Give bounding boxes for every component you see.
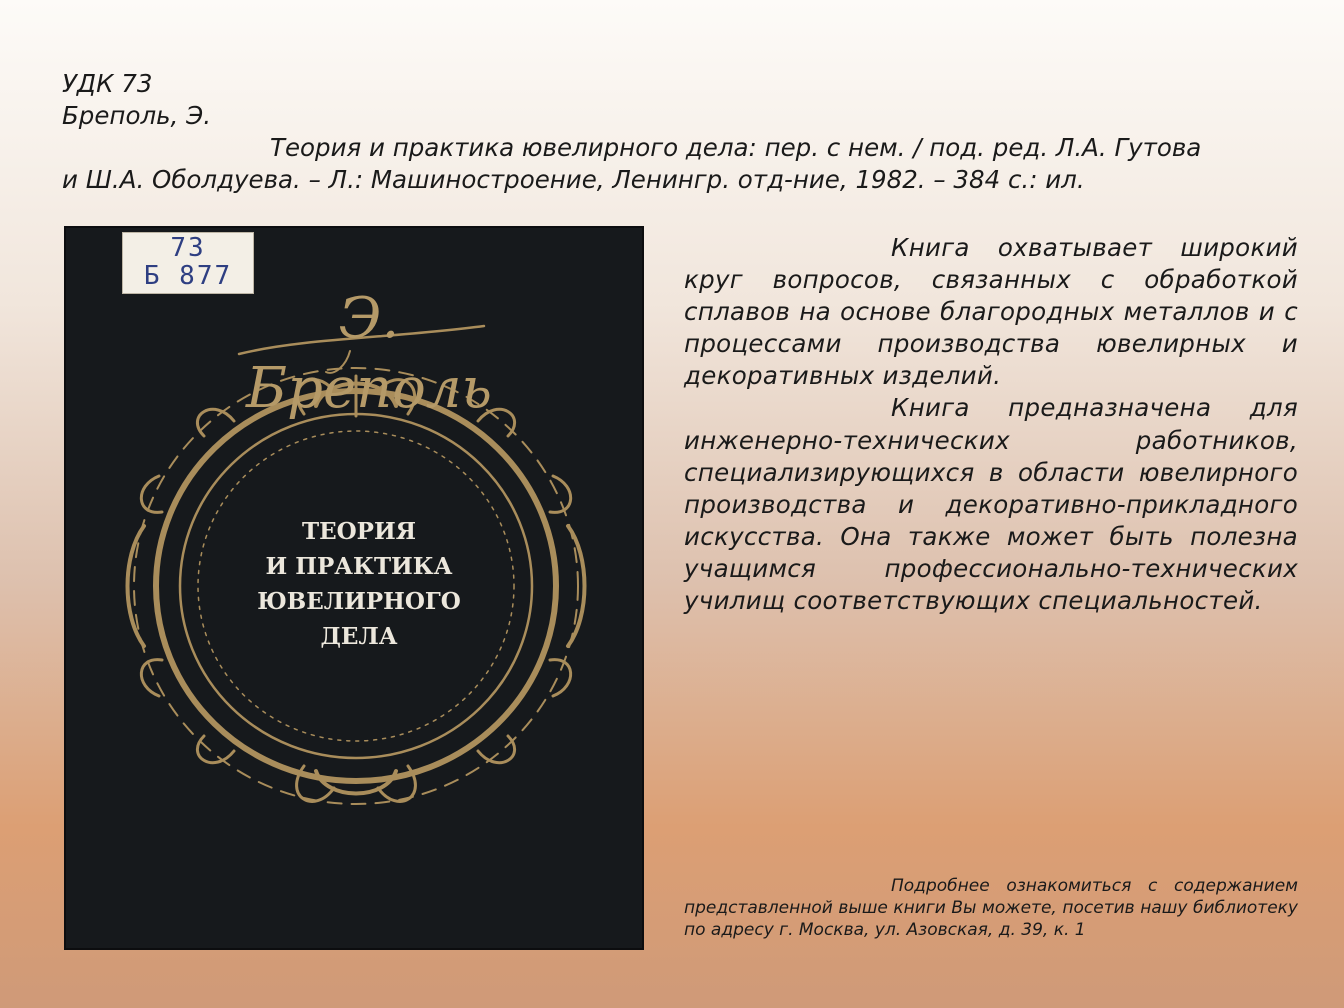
description-paragraph: Книга охватывает широкий круг вопросов, связанных с обработкой сплавов на основе благородных металлов и с процессами производства ювелирных и декоративных изделий.: [684, 233, 1298, 391]
udk-code: УДК 73: [62, 69, 153, 98]
sticker-author-mark: Б 877: [143, 261, 233, 291]
cover-author: Э. Бреполь: [245, 286, 493, 421]
cover-title: [184, 514, 534, 654]
footnote-text: Подробнее ознакомиться с содержанием представленной выше книги Вы можете, посетив нашу библиотеку по адресу г. Москва, ул. Азовская, д. 39, к. 1: [684, 876, 1298, 940]
library-call-number-sticker: [122, 232, 254, 294]
description-paragraph: Книга предназначена для инженерно-технических работников, специализирующихся в области ювелирного производства и декоративно-прикладного искусства. Она также может быть полезна учащимся профессионально-технических училищ соответствующих специальностей.: [684, 393, 1298, 616]
book-description: [684, 232, 1298, 617]
bibliographic-record: [62, 68, 1280, 196]
cover-title-line: ЮВЕЛИРНОГО: [257, 588, 461, 615]
cover-title-line: И ПРАКТИКА: [265, 553, 453, 580]
record-publication-line: и Ш.А. Оболдуева. – Л.: Машиностроение, Ленингр. отд-ние, 1982. – 384 с.: ил.: [62, 165, 1085, 194]
cover-title-line: ДЕЛА: [320, 623, 398, 650]
cover-title-line: ТЕОРИЯ: [302, 518, 416, 545]
record-author: Бреполь, Э.: [62, 101, 212, 130]
sticker-class-number: 73: [170, 233, 206, 263]
book-cover: [64, 226, 644, 950]
library-footnote: [684, 875, 1298, 941]
record-title-line: Теория и практика ювелирного дела: пер. с нем. / под. ред. Л.А. Гутова: [270, 133, 1202, 162]
